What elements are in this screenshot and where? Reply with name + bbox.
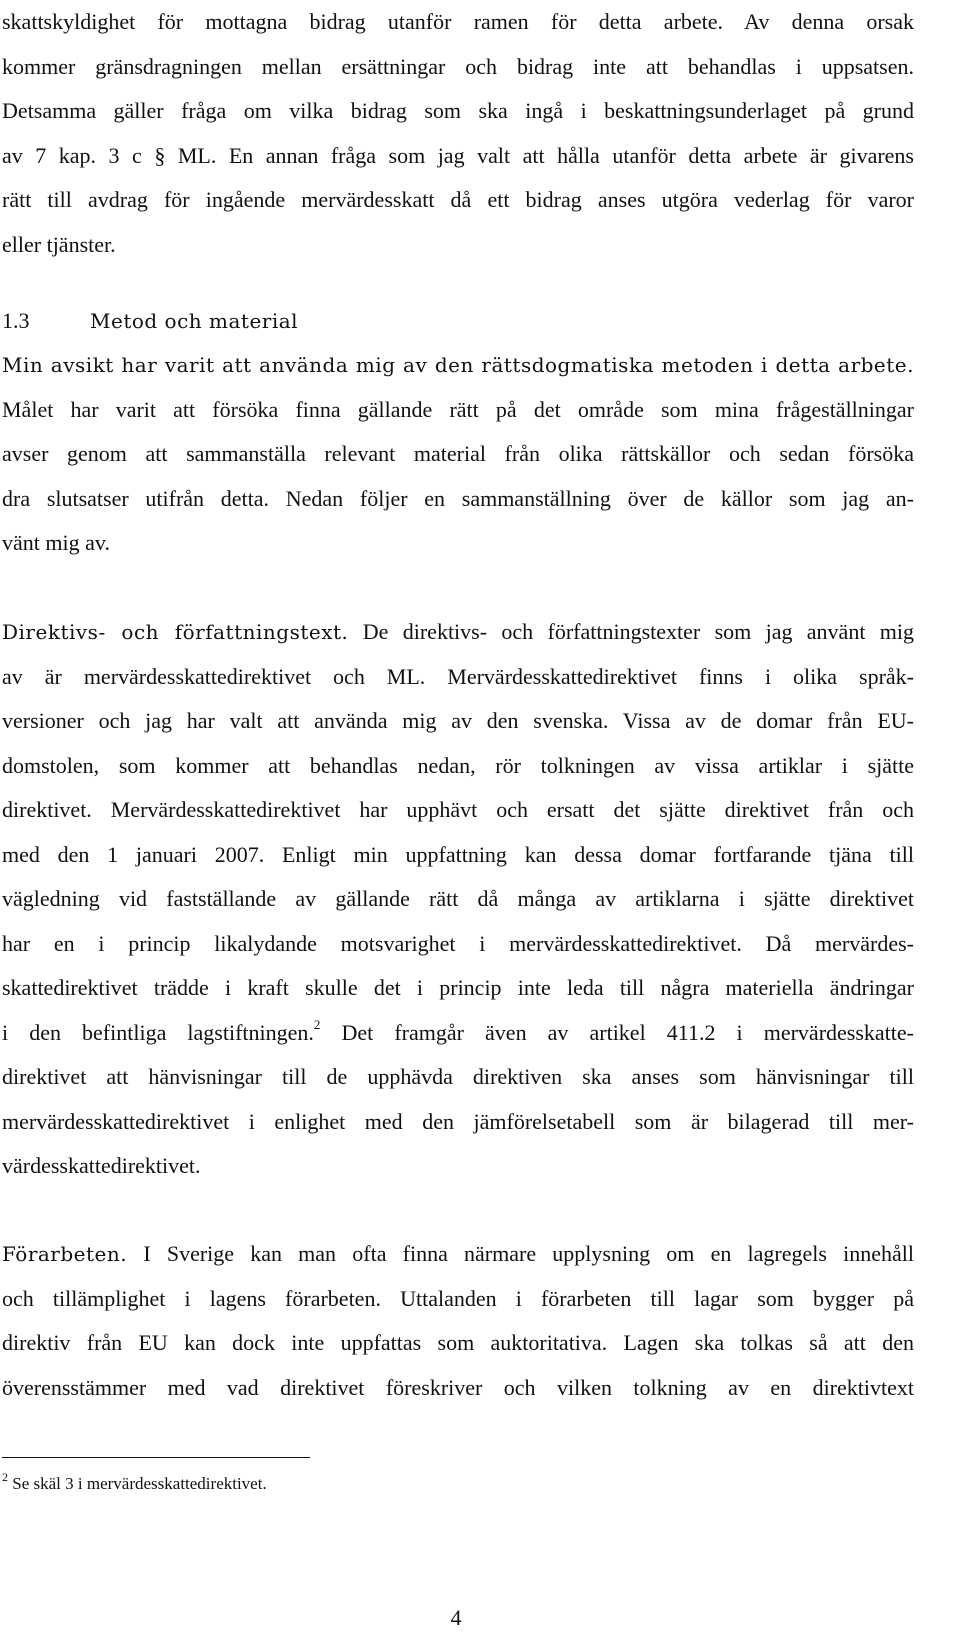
text-line: Detsamma gäller fråga om vilka bidrag som ska ingå i beskattningsunderlaget på grund — [2, 98, 914, 123]
section-number: 1.3 — [2, 308, 30, 333]
text-line: skattskyldighet för mottagna bidrag utanför ramen för detta arbete. Av denna orsak — [2, 9, 914, 34]
paragraph-directive-texts — [2, 610, 914, 1189]
text-line: versioner och jag har valt att använda mig av den svenska. Vissa av de domar från EU- — [2, 708, 914, 733]
text-line: av 7 kap. 3 c § ML. En annan fråga som jag valt att hålla utanför detta arbete är givarens — [2, 142, 914, 168]
text-line: direktivet. Mervärdesskattedirektivet har upphävt och ersatt det sjätte direktivet från och — [2, 797, 914, 822]
paragraph-preparatory-works — [2, 1232, 914, 1410]
text-line: Målet har varit att försöka finna gällande rätt på det område som mina frågeställningar — [2, 396, 914, 422]
text-run: Det framgår även av artikel 411.2 i mervärdesskatte- — [320, 1019, 914, 1045]
footnote — [2, 1472, 267, 1496]
footnote-marker: 2 — [2, 1470, 8, 1485]
text-run: I Sverige kan man ofta finna närmare upplysning om en lagregels innehåll — [127, 1241, 914, 1266]
text-line: värdesskattedirektivet. — [2, 1153, 201, 1178]
text-line: skattedirektivet trädde i kraft skulle det i princip inte leda till några materiella ändringar — [2, 975, 914, 1000]
footnote-reference[interactable]: 2 — [313, 1017, 321, 1033]
page-number: 4 — [450, 1605, 462, 1630]
text-run: De direktivs- och författningstexter som jag använt mig — [348, 619, 915, 644]
text-line: mervärdesskattedirektivet i enlighet med den jämförelsetabell som är bilagerad till mer- — [2, 1108, 914, 1134]
text-line: och tillämplighet i lagens förarbeten. Uttalanden i förarbeten till lagar som bygger på — [2, 1285, 914, 1311]
text-line — [2, 1232, 914, 1277]
text-line: överensstämmer med vad direktivet föreskriver och vilken tolkning av en direktivtext — [2, 1374, 914, 1400]
text-line: eller tjänster. — [2, 231, 116, 257]
text-line: vägledning vid fastställande av gällande rätt då många av artiklarna i sjätte direktivet — [2, 886, 914, 911]
section-title: Metod och material — [90, 309, 299, 333]
section-heading — [2, 299, 914, 344]
text-line — [2, 610, 914, 655]
text-line: dra slutsatser utifrån detta. Nedan följer en sammanställning över de källor som jag an- — [2, 485, 914, 511]
footnote-text: Se skäl 3 i mervärdesskattedirektivet. — [8, 1474, 267, 1493]
text-line — [2, 1011, 914, 1056]
paragraph-scope-limits — [2, 0, 914, 267]
text-line: direktiv från EU kan dock inte uppfattas som auktoritativa. Lagen ska tolkas så att den — [2, 1330, 914, 1355]
footnote-separator — [2, 1457, 310, 1458]
text-line: rätt till avdrag för ingående mervärdesskatt då ett bidrag anses utgöra vederlag för varor — [2, 187, 914, 212]
text-line: kommer gränsdragningen mellan ersättningar och bidrag inte att behandlas i uppsatsen. — [2, 53, 914, 79]
text-line: avser genom att sammanställa relevant material från olika rättskällor och sedan försöka — [2, 441, 914, 466]
text-line: domstolen, som kommer att behandlas nedan, rör tolkningen av vissa artiklar i sjätte — [2, 752, 914, 778]
paragraph-lead: Direktivs- och författningstext. — [2, 620, 349, 644]
text-run: i den befintliga lagstiftningen. — [2, 1019, 314, 1045]
text-line: har en i princip likalydande motsvarighet i mervärdesskattedirektivet. Då mervärdes- — [2, 930, 914, 956]
text-line: direktivet att hänvisningar till de upphävda direktiven ska anses som hänvisningar till — [2, 1064, 914, 1089]
text-line: med den 1 januari 2007. Enligt min uppfattning kan dessa domar fortfarande tjäna till — [2, 841, 914, 867]
text-line: av är mervärdesskattedirektivet och ML. Mervärdesskattedirektivet finns i olika språk- — [2, 663, 914, 689]
paragraph-method — [2, 343, 914, 566]
text-line: Min avsikt har varit att använda mig av den rättsdogmatiska metoden i detta arbete. — [2, 353, 914, 377]
paragraph-lead: Förarbeten. — [2, 1242, 128, 1266]
text-line: vänt mig av. — [2, 530, 110, 555]
